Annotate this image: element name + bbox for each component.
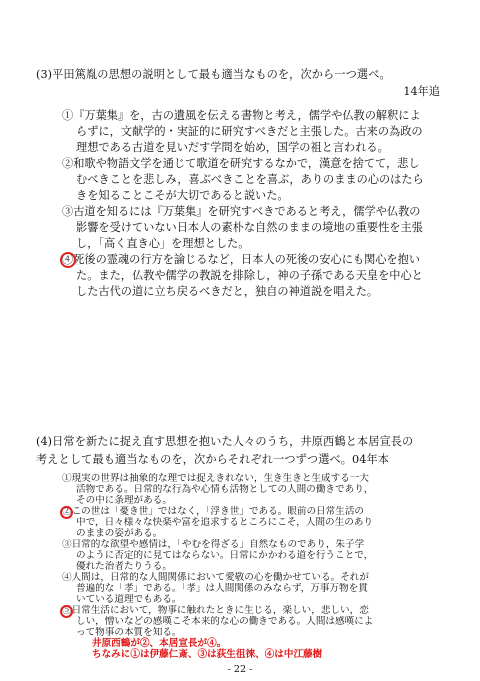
question-1-option-2 [62, 156, 454, 205]
answer-circle-mark [60, 506, 73, 519]
answer-circle-mark [60, 252, 76, 268]
option-line: 優れた治者たりうる。 [76, 561, 172, 572]
option-line: ④死後の霊魂の行方を論じるなど，日本人の死後の安心にも関心を抱い [62, 253, 421, 266]
prompt-line: (4)日常を新たに捉え直す思想を抱いた人々のうち，井原西鶴と本居宣長の [36, 435, 414, 448]
question-2-prompt [36, 433, 446, 469]
option-line: ③日常的な欲望や感情は，「やむを得ざる」自然なものであり，朱子学 [62, 539, 365, 550]
option-line: ①『万葉集』を，古の遺風を伝える書物と考え，儒学や仏教の解釈によ [62, 109, 421, 122]
option-line: って物事の本質を知る。 [76, 627, 182, 638]
option-line: しい，憎いなどの感嘆こそ本来的な心の働きである。人間は感嘆によ [76, 616, 374, 627]
option-line: 理想である古道を見いだす学問を始め，国学の祖と言われる。 [76, 141, 389, 155]
option-line: のままの姿がある。 [76, 528, 163, 539]
option-line: た。また，仏教や儒学の教説を排除し，神の子孫である天皇を中心と [76, 269, 423, 283]
question-2-option-5 [62, 605, 454, 638]
question-2-option-2 [62, 506, 454, 539]
option-line: ⑤日常生活において，物事に触れたときに生じる，楽しい，悲しい，恋 [62, 605, 369, 616]
question-2-option-1 [62, 473, 454, 506]
question-1-option-1 [62, 108, 454, 157]
answer-explanation-line: 井原西鶴が②、本居宣長が④。 [92, 638, 227, 649]
option-line: ④人間は，日常的な人間関係において愛敬の心を働かせている。それが [62, 572, 369, 583]
option-line: 普遍的な「孝」である。「孝」は人間関係のみならず，万事万物を貫 [76, 583, 368, 594]
option-line: 中で，日々様々な快楽や富を追求するところにこそ，人間の生のあり [76, 517, 374, 528]
option-line: ①現実の世界は抽象的な理では捉えきれない，生き生きと生成する一大 [62, 473, 369, 484]
option-line: のように否定的に見てはならない。日常にかかわる道を行うことで， [76, 550, 374, 561]
question-1-option-4 [62, 252, 454, 301]
option-line: した古代の道に立ち戻るべきだと，独自の神道説を唱えた。 [76, 285, 379, 299]
option-line: ②和歌や物語文学を通じて歌道を研究するなかで，漢意を捨てて，悲し [62, 157, 420, 170]
answer-explanation-line: ちなみに①は伊藤仁斎、③は荻生徂徠、④は中江藤樹 [92, 649, 323, 660]
option-line: らずに，文献学的・実証的に研究すべきだと主張した。古来の為政の [76, 125, 423, 139]
option-line: 影響を受けていない日本人の素朴な自然のままの境地の重要性を主張 [76, 221, 423, 235]
answer-circle-mark [60, 605, 73, 618]
option-line: ③古道を知るには『万葉集』を研究すべきであると考え，儒学や仏教の [62, 205, 421, 218]
question-1-prompt: (3)平田篤胤の思想の説明として最も適当なものを，次から一つ選べ。 [36, 68, 391, 81]
option-line: きを知ることこそが大切であると説いた。 [76, 189, 289, 203]
question-1-source: 14年追 [403, 85, 440, 98]
question-2-option-4 [62, 572, 454, 605]
question-1-option-3 [62, 204, 454, 253]
question-2-option-3 [62, 539, 454, 572]
page-number: - 22 - [227, 664, 253, 675]
option-line: 活物である。日常的な行為や心情も活物としての人間の働きであり， [76, 484, 374, 495]
option-line: し，「高く直き心」を理想とした。 [76, 237, 250, 251]
option-line: ②この世は「憂き世」ではなく，「浮き世」である。眼前の日常生活の [62, 506, 365, 517]
option-line: いている道理でもある。 [76, 594, 182, 605]
prompt-line: 考えとして最も適当なものを，次からそれぞれ一つずつ選べ。04年本 [36, 453, 390, 467]
option-line: その中に条理がある。 [76, 495, 172, 506]
option-line: むべきことを悲しみ，喜ぶべきことを喜ぶ，ありのままの心のはたら [76, 173, 424, 187]
